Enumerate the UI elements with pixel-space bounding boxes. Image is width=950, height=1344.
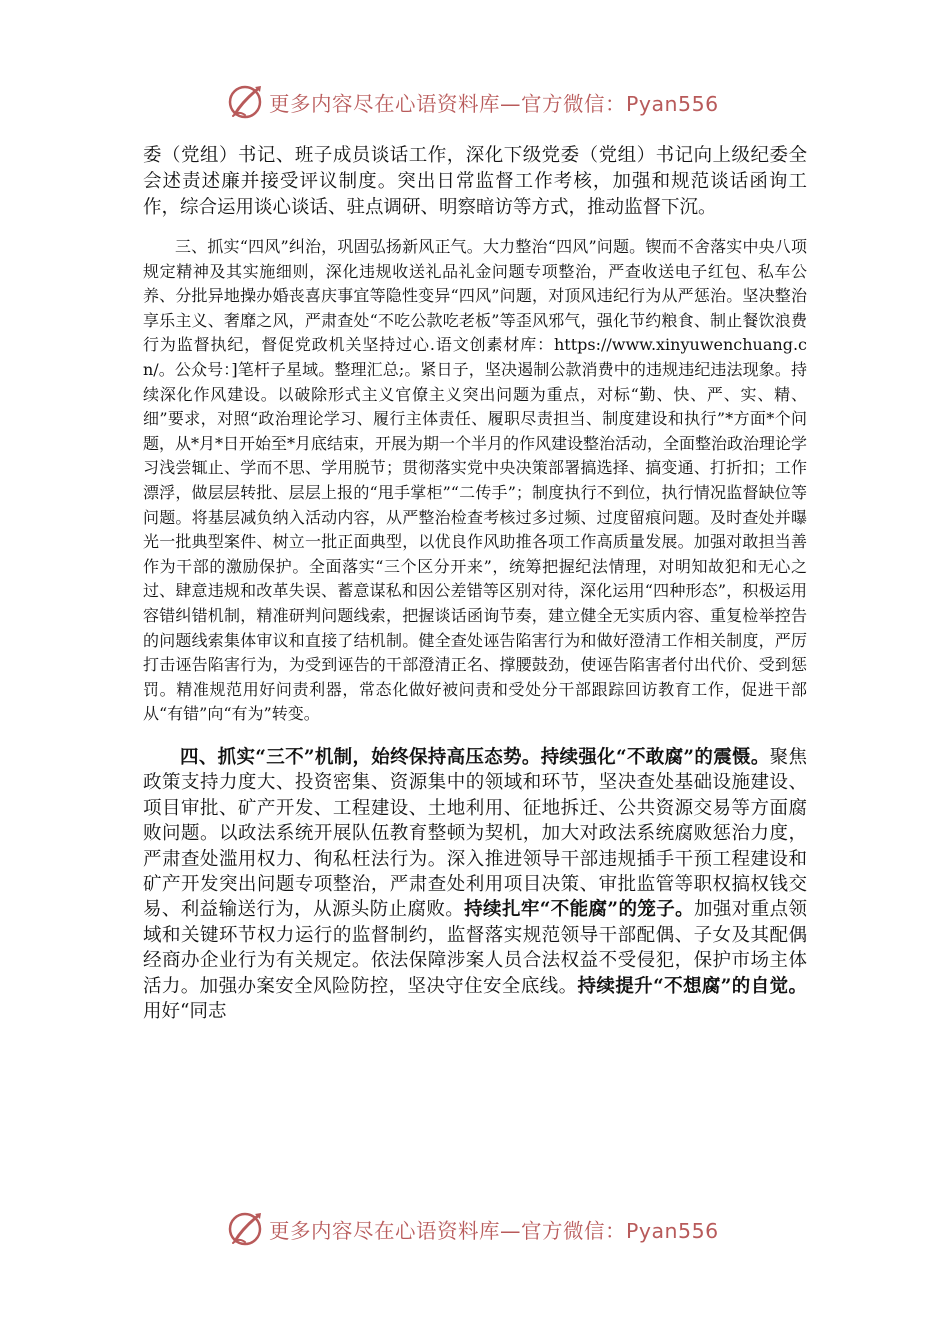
footer-banner [0, 1207, 950, 1251]
footer-banner-text: 更多内容尽在心语资料库—官方微信：Pyan556 [269, 1219, 719, 1243]
pen-circle-logo-icon [225, 1209, 265, 1249]
paragraph-3 [143, 745, 807, 1024]
document-body [143, 143, 807, 1024]
paragraph-1: 委（党组）书记、班子成员谈话工作，深化下级党委（党组）书记向上级纪委全会述责述廉并接受评议制度。突出日常监督工作考核，加强和规范谈话函询工作，综合运用谈心谈话、驻点调研、明察暗访等方式，推动监督下沉。 [143, 145, 807, 218]
pen-circle-logo-icon [225, 82, 265, 122]
paragraph-3-text-b: 加强对重点领域和关键环节权力运行的监督制约，监督落实规范领导干部配偶、子女及其配偶经商办企业行为有关规定。依法保障涉案人员合法权益不受侵犯，保护市场主体活力。加强办案安全风险防控，坚决守住安全底线。 [143, 899, 807, 997]
header-banner-text: 更多内容尽在心语资料库—官方微信：Pyan556 [269, 92, 719, 116]
header-banner [0, 80, 950, 124]
heading-four-bold: 四、抓实“三不”机制，始终保持高压态势。持续强化“不敢腐”的震慑。 [180, 746, 770, 768]
subheading-bu-neng-fu: 持续扎牢“不能腐”的笼子。 [464, 899, 695, 921]
subheading-bu-xiang-fu: 持续提升“不想腐”的自觉。 [577, 975, 807, 997]
paragraph-3-text-c: 用好“同志 [143, 1000, 227, 1022]
paragraph-3-text-a: 聚焦政策支持力度大、投资密集、资源集中的领域和环节，坚决查处基础设施建设、项目审批、矿产开发、工程建设、土地利用、征地拆迁、公共资源交易等方面腐败问题。以政法系统开展队伍教育整顿为契机，加大对政法系统腐败惩治力度，严肃查处滥用权力、徇私枉法行为。深入推进领导干部违规插手干预工程建设和矿产开发突出问题专项整治，严肃查处利用项目决策、审批监管等职权搞权钱交易、利益输送行为，从源头防止腐败。 [143, 746, 807, 921]
paragraph-2: 三、抓实“四风”纠治，巩固弘扬新风正气。大力整治“四风”问题。锲而不舍落实中央八项规定精神及其实施细则，深化违规收送礼品礼金问题专项整治，严查收送电子红包、私车公养、分批异地操办婚丧喜庆事宜等隐性变异“四风”问题，对顶风违纪行为从严惩治。坚决整治享乐主义、奢靡之风，严肃查处“不吃公款吃老板”等歪风邪气，强化节约粮食、制止餐饮浪费行为监督执纪，督促党政机关坚持过心.语文创素材库：https://www.xinyuwenchuang.cn/。公众号：]笔杆子星域。整理汇总;。紧日子，坚决遏制公款消费中的违规违纪违法现象。持续深化作风建设。以破除形式主义官僚主义突出问题为重点，对标“勤、快、严、实、精、细”要求，对照“政治理论学习、履行主体责任、履职尽责担当、制度建设和执行”*方面*个问题，从*月*日开始至*月底结束，开展为期一个半月的作风建设整治活动，全面整治政治理论学习浅尝辄止、学而不思、学用脱节；贯彻落实党中央决策部署搞选择、搞变通、打折扣；工作漂浮，做层层转批、层层上报的“甩手掌柜”“二传手”；制度执行不到位，执行情况监督缺位等问题。将基层减负纳入活动内容，从严整治检查考核过多过频、过度留痕问题。及时查处并曝光一批典型案件、树立一批正面典型，以优良作风助推各项工作高质量发展。加强对敢担当善作为干部的激励保护。全面落实“三个区分开来”，统筹把握纪法情理，对明知故犯和无心之过、肆意违规和改革失误、蓄意谋私和因公差错等区别对待，深化运用“四种形态”，积极运用容错纠错机制，精准研判问题线索，把握谈话函询节奏，建立健全无实质内容、重复检举控告的问题线索集体审议和直接了结机制。健全查处诬告陷害行为和做好澄清工作相关制度，严厉打击诬告陷害行为，为受到诬告的干部澄清正名、撑腰鼓劲，使诬告陷害者付出代价、受到惩罚。精准规范用好问责利器，常态化做好被问责和受处分干部跟踪回访教育工作，促进干部从“有错”向“有为”转变。 [143, 237, 808, 724]
